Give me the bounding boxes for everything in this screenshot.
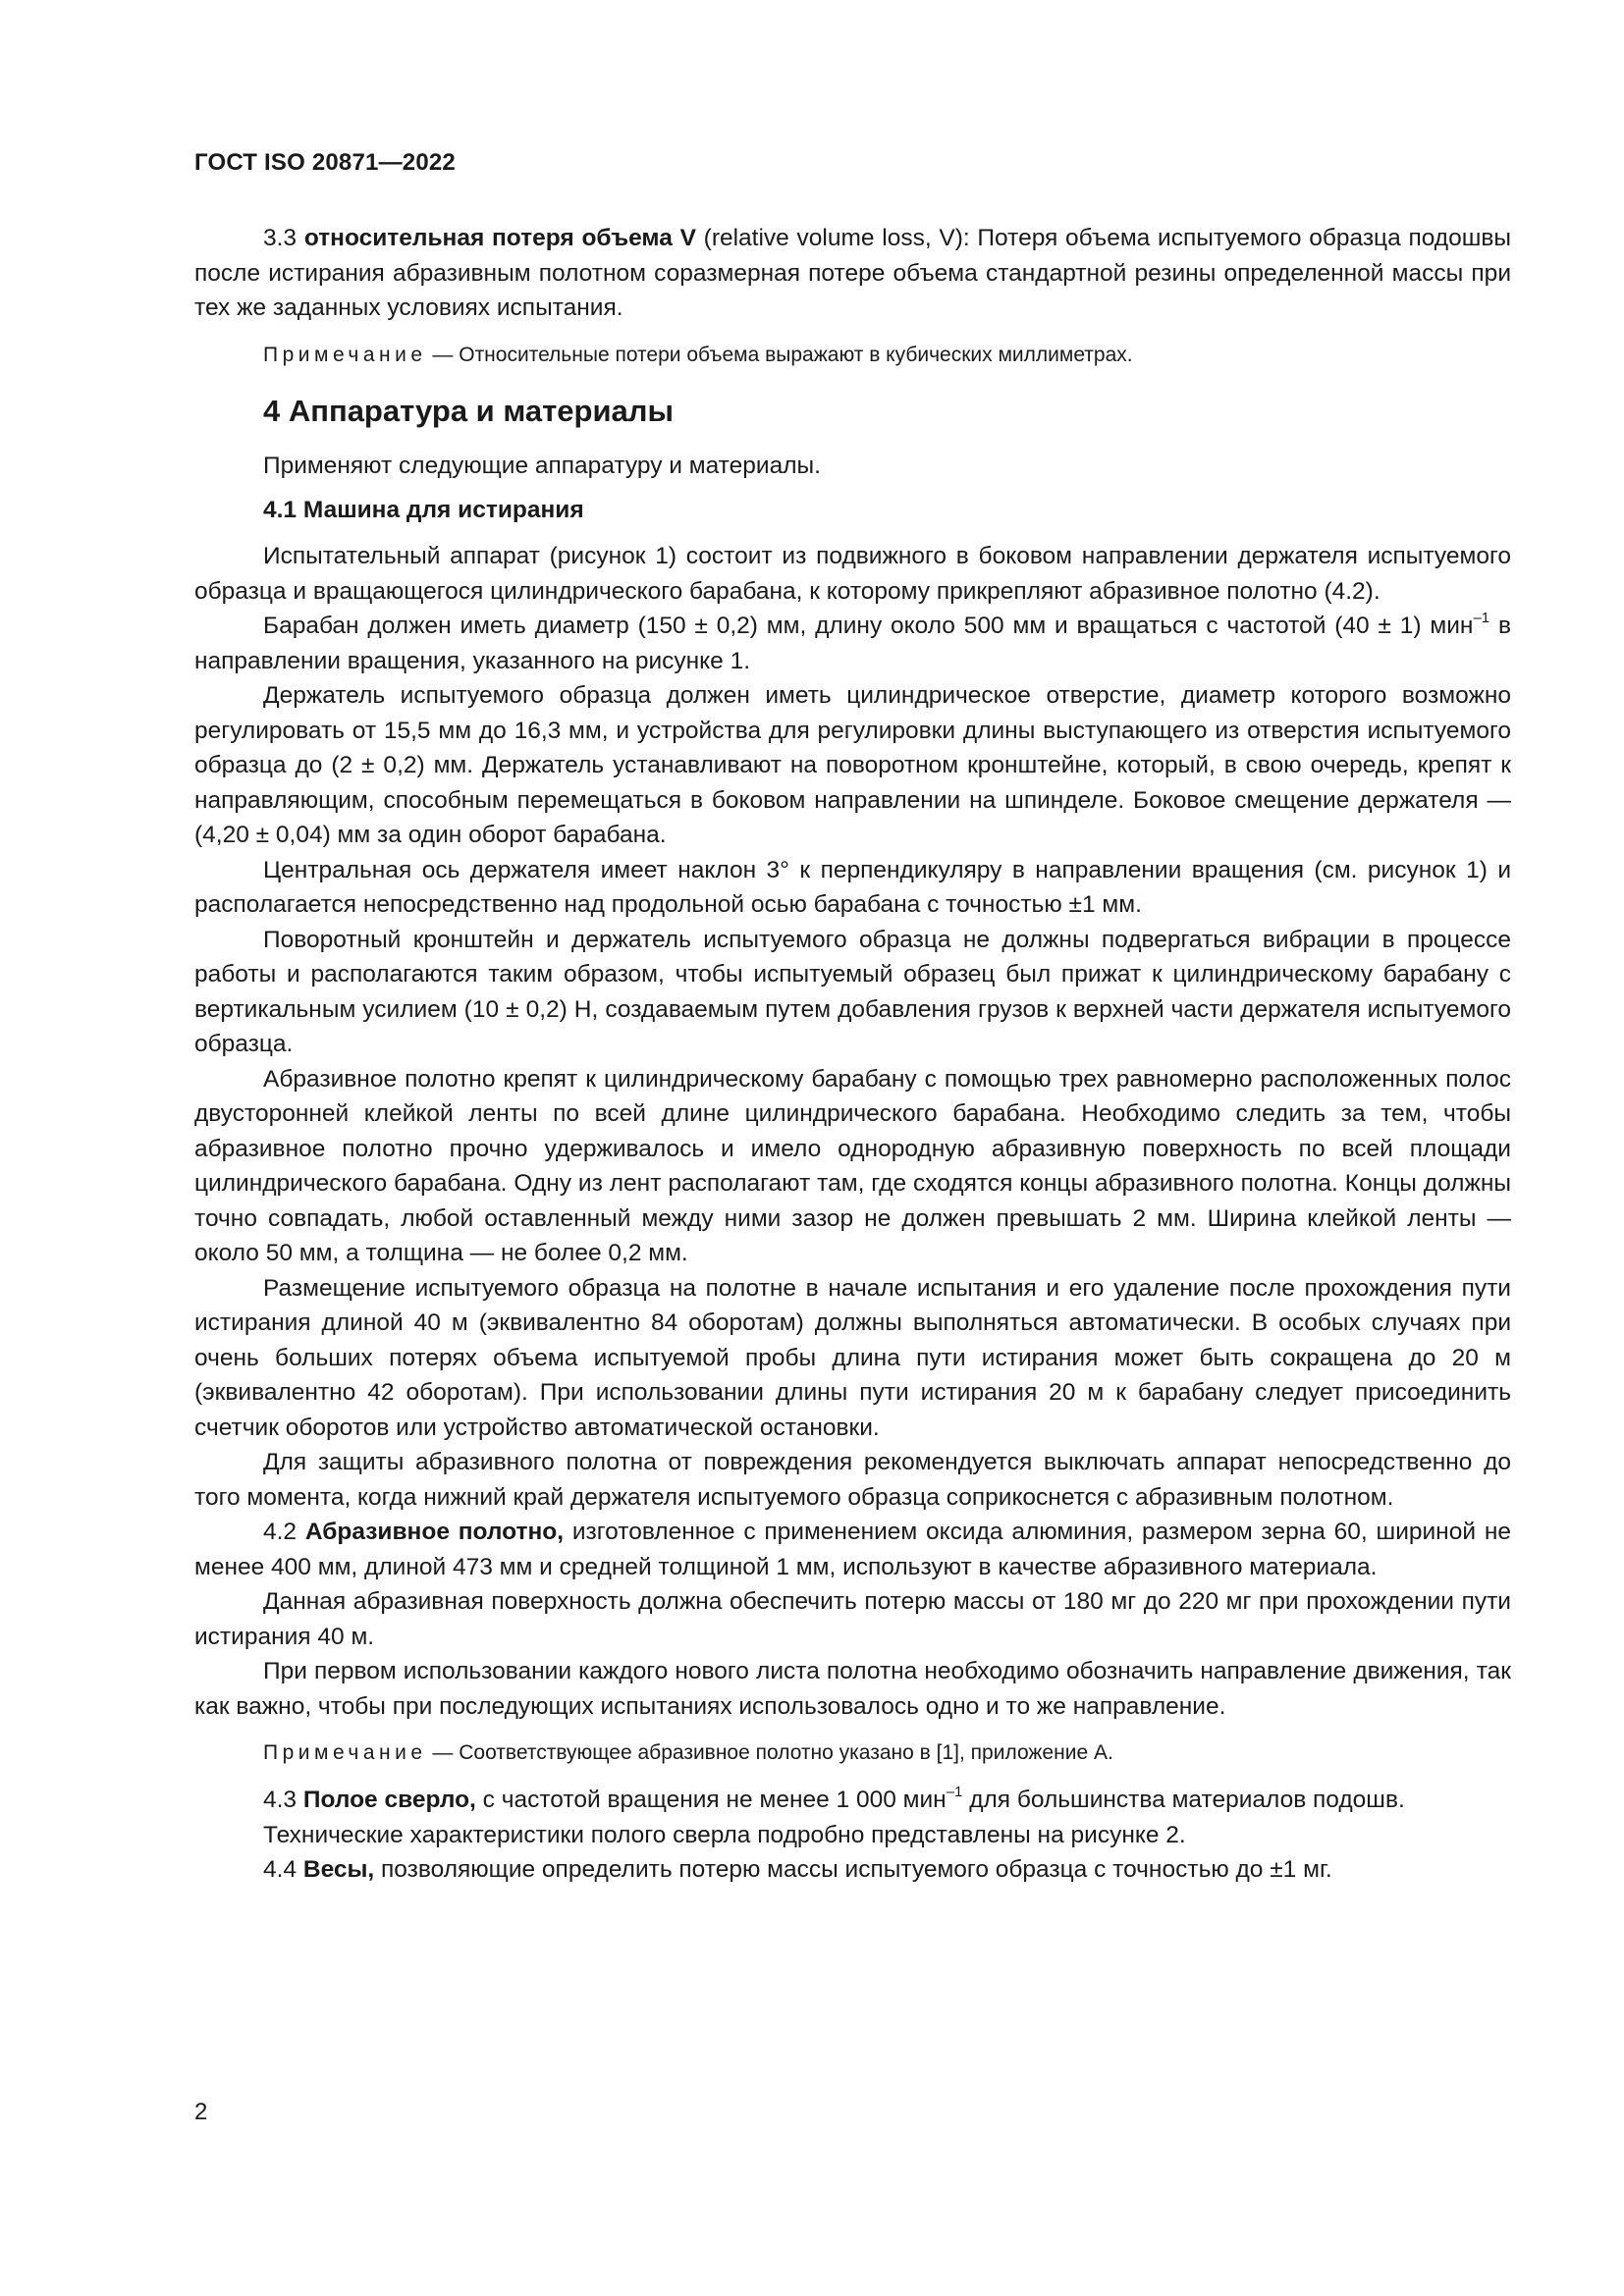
term-scales: Весы, bbox=[302, 1856, 375, 1883]
clause-number: 4.3 bbox=[263, 1787, 303, 1813]
paragraph-4-1-6: Абразивное полотно крепят к цилиндрическому барабану с помощью трех равномерно расположенных полос двусторонней клейкой ленты по всей длине цилиндрического барабана. Необходимо следить за тем, чтобы абразивное полотно прочно удерживалось и имело однородную абразивную поверхность по всей площади цилиндрического барабана. Одну из лент располагают там, где сходятся концы абразивного полотна. Концы должны точно совпадать, любой оставленный между ними зазор не должен превышать 2 мм. Ширина клейкой ленты — около 50 мм, а толщина — не более 0,2 мм. bbox=[194, 1065, 1511, 1266]
note-text: — Относительные потери объема выражают в кубических миллиметрах. bbox=[426, 343, 1133, 366]
paragraph-4-1-3: Держатель испытуемого образца должен иметь цилиндрическое отверстие, диаметр которого возможно регулировать от 15,5 мм до 16,3 мм, и устройства для регулировки длины выступающего из отверстия испытуемого образца до (2 ± 0,2) мм. Держатель устанавливают на поворотном кронштейне, который, в свою очередь, крепят к направляющим, способным перемещаться в боковом направлении на шпинделе. Боковое смещение держателя — (4,20 ± 0,04) мм за один оборот барабана. bbox=[194, 682, 1511, 848]
text-run: в направлении вращения, указанного на рисунке 1. bbox=[194, 613, 1511, 674]
paragraph-4-1-1: Испытательный аппарат (рисунок 1) состоит из подвижного в боковом направлении держателя испытуемого образца и вращающегося цилиндрического барабана, к которому прикрепляют абразивное полотно (4.2). bbox=[194, 543, 1511, 605]
clause-text: позволяющие определить потерю массы испытуемого образца с точностью до ±1 мг. bbox=[374, 1856, 1332, 1883]
clause-3-3 bbox=[194, 221, 1511, 326]
text-run: Барабан должен иметь диаметр (150 ± 0,2) мм, длину около 500 мм и вращаться с частотой (40 ± 1) мин bbox=[263, 613, 1474, 639]
clause-4-4 bbox=[194, 1852, 1511, 1888]
term-abrasive-cloth: Абразивное полотно, bbox=[304, 1519, 565, 1545]
paragraph-4-1-4: Центральная ось держателя имеет наклон 3° к перпендикуляру в направлении вращения (см. рисунок 1) и располагается непосредственно над продольной осью барабана с точностью ±1 мм. bbox=[194, 856, 1511, 918]
paragraph-4-1-8: Для защиты абразивного полотна от повреждения рекомендуется выключать аппарат непосредственно до того момента, когда нижний край держателя испытуемого образца соприкоснется с абразивным полотном. bbox=[194, 1449, 1511, 1511]
note-2 bbox=[194, 1738, 1511, 1768]
note-label: Примечание bbox=[263, 1741, 427, 1764]
note-1 bbox=[194, 341, 1511, 370]
paragraph-4-1-5: Поворотный кронштейн и держатель испытуемого образца не должны подвергаться вибрации в процессе работы и располагаются таким образом, чтобы испытуемый образец был прижат к цилиндрическому барабану с вертикальным усилием (10 ± 0,2) Н, создаваемым путем добавления грузов к верхней части держателя испытуемого образца. bbox=[194, 926, 1511, 1057]
clause-text: с частотой вращения не менее 1 000 мин bbox=[475, 1787, 947, 1813]
clause-4-3 bbox=[194, 1783, 1511, 1818]
section-4-1-heading: 4.1 Машина для истирания bbox=[263, 497, 584, 523]
paragraph-4-2-3: При первом использовании каждого нового листа полотна необходимо обозначить направление движения, так как важно, чтобы при последующих испытаниях использовалось одно и то же направление. bbox=[194, 1658, 1511, 1720]
clause-text: изготовленное с применением оксида алюминия, размером зерна 60, шириной не менее 400 мм, длиной 473 мм и средней толщиной 1 мм, используют в качестве абразивного материала. bbox=[194, 1519, 1511, 1580]
note-text: — Соответствующее абразивное полотно указано в [1], приложение А. bbox=[426, 1741, 1113, 1764]
clause-number: 4.2 bbox=[263, 1519, 305, 1545]
paragraph-4-3-2: Технические характеристики полого сверла подробно представлены на рисунке 2. bbox=[263, 1821, 1186, 1848]
section-4-intro: Применяют следующие аппаратуру и материалы. bbox=[263, 452, 821, 479]
clause-text: (relative volume loss, V): Потеря объема испытуемого образца подошвы после истирания абразивным полотном соразмерная потере объема стандартной резины определенной массы при тех же заданных условиях испытания. bbox=[194, 225, 1512, 321]
document-code: ГОСТ ISO 20871—2022 bbox=[194, 149, 456, 176]
page-body bbox=[194, 221, 1511, 1888]
paragraph-4-1-2 bbox=[194, 609, 1511, 678]
clause-4-2 bbox=[194, 1515, 1511, 1584]
clause-number: 4.4 bbox=[263, 1856, 303, 1883]
term-hollow-drill: Полое сверло, bbox=[302, 1787, 476, 1813]
page-number: 2 bbox=[194, 2099, 208, 2125]
clause-text: для большинства материалов подошв. bbox=[962, 1787, 1405, 1813]
superscript: –1 bbox=[946, 1783, 963, 1800]
clause-number: 3.3 bbox=[263, 225, 304, 251]
section-4-heading: 4 Аппаратура и материалы bbox=[263, 393, 674, 428]
note-label: Примечание bbox=[263, 343, 427, 366]
paragraph-4-1-7: Размещение испытуемого образца на полотне в начале испытания и его удаление после прохождения пути истирания длиной 40 м (эквивалентно 84 оборотам) должны выполняться автоматически. В особых случаях при очень больших потерях объема испытуемой пробы длина пути истирания может быть сокращена до 20 м (эквивалентно 42 оборотам). При использовании длины пути истирания 20 м к барабану следует присоединить счетчик оборотов или устройство автоматической остановки. bbox=[194, 1274, 1511, 1441]
superscript: –1 bbox=[1473, 609, 1490, 626]
paragraph-4-2-2: Данная абразивная поверхность должна обеспечить потерю массы от 180 мг до 220 мг при прохождении пути истирания 40 м. bbox=[194, 1588, 1511, 1650]
term-relative-volume-loss: относительная потеря объема V bbox=[303, 225, 696, 251]
